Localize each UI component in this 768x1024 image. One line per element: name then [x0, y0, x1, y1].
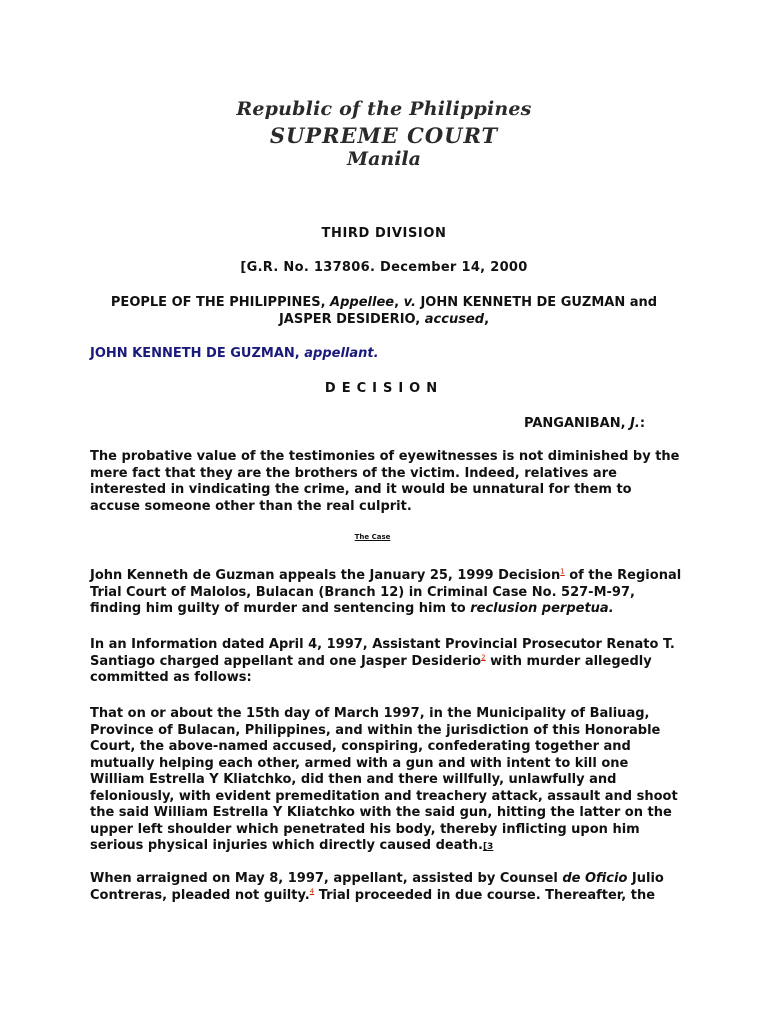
- p5-text-b: Julio Contreras, pleaded not guilty.: [90, 871, 664, 903]
- paragraph-intro: The probative value of the testimonies of eyewitnesses is not diminished by the mere fact that they are the brothers of the victim. Indeed, relatives are interested in vindicating the crime, and it would be unnatural for them to accuse someone other than the real culprit.: [90, 449, 680, 514]
- paragraph-charge: [90, 706, 682, 856]
- p5-text-c: Trial proceeded in due course. Thereafter, the: [314, 887, 656, 903]
- ponente: [524, 416, 645, 431]
- versus: v.: [403, 295, 416, 310]
- appellant-role: appellant.: [304, 346, 379, 361]
- p3-text-b: with murder allegedly committed as follows:: [90, 653, 652, 685]
- party-accused: JOHN KENNETH DE GUZMAN and JASPER DESIDERIO,: [278, 295, 658, 327]
- paragraph-arraignment: [90, 871, 682, 904]
- case-parties: [90, 294, 678, 328]
- party-people: PEOPLE OF THE PHILIPPINES,: [110, 295, 326, 310]
- ponente-name: PANGANIBAN,: [524, 416, 626, 431]
- ponente-colon: :: [639, 416, 646, 431]
- appellant-name: JOHN KENNETH DE GUZMAN,: [90, 346, 300, 361]
- p3-text-a: In an Information dated April 4, 1997, Assistant Provincial Prosecutor Renato T. Santiago charged appellant and one Jasper Desiderio: [90, 637, 675, 669]
- footnote-link-3[interactable]: [3: [482, 842, 494, 852]
- ponente-title: J.: [630, 416, 640, 431]
- p4-text: That on or about the 15th day of March 1997, in the Municipality of Baliuag, Province of Bulacan, Philippines, and within the jurisdiction of this Honorable Court, the above-named accused, conspiring, confederating together and mutually helping each other, armed with a gun and with intent to kill one William Estrella Y Kliatchko, did then and there willfully, unlawfully and feloniously, with evident premeditation and treachery attack, assault and shoot the said William Estrella Y Kliatchko with the said gun, hitting the latter on the upper left shoulder which penetrated his body, thereby inflicting upon him serious physical injuries which directly caused death.: [90, 706, 678, 853]
- paragraph-information: [90, 637, 682, 687]
- header-supreme-court: SUPREME COURT: [269, 123, 499, 148]
- party-accused-role: accused: [424, 312, 485, 327]
- comma-sep: ,: [394, 295, 404, 310]
- footnote-link-4[interactable]: 4: [309, 887, 315, 896]
- p5-text-a: When arraigned on May 8, 1997, appellant, assisted by Counsel: [90, 871, 563, 886]
- paragraph-appeal: [90, 568, 682, 618]
- section-heading-the-case: The Case: [354, 533, 391, 541]
- footnote-link-2[interactable]: 2: [481, 653, 486, 662]
- footnote-link-1[interactable]: 1: [560, 567, 565, 576]
- party-people-role: Appellee: [330, 295, 395, 310]
- comma-end: ,: [484, 312, 490, 327]
- gr-number: [G.R. No. 137806. December 14, 2000: [240, 260, 528, 275]
- p5-emphasis: de Oficio: [562, 871, 628, 886]
- division-title: THIRD DIVISION: [321, 226, 447, 241]
- p2-emphasis: reclusion perpetua.: [470, 601, 614, 616]
- header-republic: Republic of the Philippines: [236, 98, 532, 120]
- p2-text-b: of the Regional Trial Court of Malolos, Bulacan (Branch 12) in Criminal Case No. 527-M-97, finding him guilty of murder and sentencing him to: [90, 568, 682, 616]
- appellant-line: [90, 346, 379, 361]
- decision-title: DECISION: [324, 381, 444, 396]
- header-manila: Manila: [347, 148, 421, 170]
- p2-text-a: John Kenneth de Guzman appeals the January 25, 1999 Decision: [90, 568, 561, 583]
